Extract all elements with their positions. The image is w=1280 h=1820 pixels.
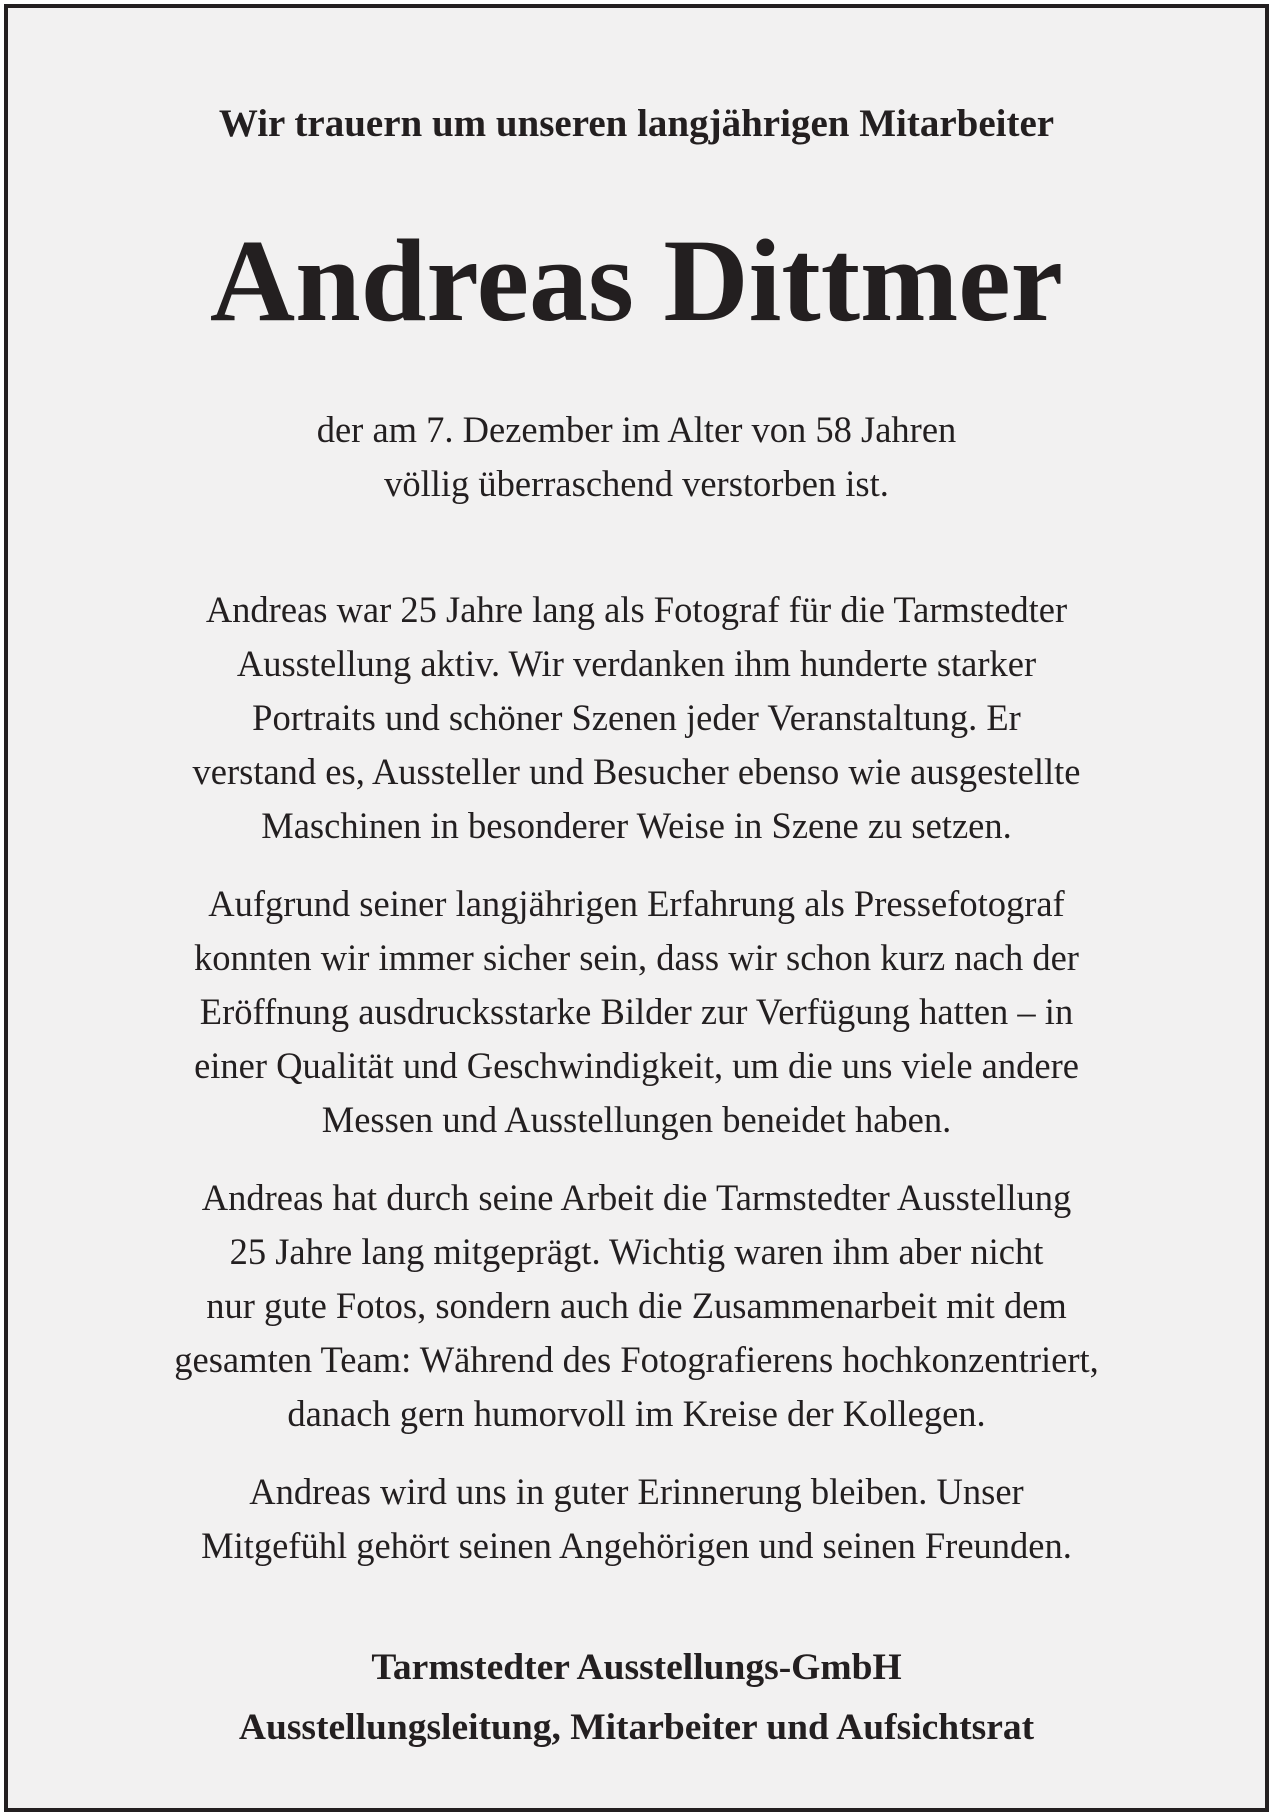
notice-intro: Wir trauern um unseren langjährigen Mitarbeiter bbox=[218, 102, 1055, 145]
paragraph-line: Aufgrund seiner langjährigen Erfahrung als Pressefotograf bbox=[208, 883, 1065, 924]
obituary-notice bbox=[4, 4, 1269, 1812]
paragraph-experience bbox=[8, 877, 1265, 1147]
death-info-line: völlig überraschend verstorben ist. bbox=[384, 463, 889, 504]
paragraph-line: nur gute Fotos, sondern auch die Zusammenarbeit mit dem bbox=[206, 1285, 1067, 1326]
paragraph-line: Ausstellung aktiv. Wir verdanken ihm hunderte starker bbox=[236, 643, 1037, 684]
paragraph-line: Portraits und schöner Szenen jeder Veranstaltung. Er bbox=[252, 697, 1021, 738]
deceased-name: Andreas Dittmer bbox=[209, 215, 1064, 346]
paragraph-line: gesamten Team: Während des Fotografierens hochkonzentriert, bbox=[174, 1339, 1099, 1380]
paragraph-line: Andreas hat durch seine Arbeit die Tarmstedter Ausstellung bbox=[201, 1177, 1072, 1218]
signature-block bbox=[8, 1638, 1265, 1758]
signature-company: Tarmstedter Ausstellungs-GmbH bbox=[371, 1647, 902, 1688]
signature-signatories: Ausstellungsleitung, Mitarbeiter und Aufsichtsrat bbox=[238, 1707, 1035, 1748]
paragraph-remembrance bbox=[8, 1465, 1265, 1573]
paragraph-line: Eröffnung ausdrucksstarke Bilder zur Verfügung hatten – in bbox=[199, 991, 1074, 1032]
paragraph-line: Mitgefühl gehört seinen Angehörigen und seinen Freunden. bbox=[201, 1525, 1072, 1566]
paragraph-line: Maschinen in besonderer Weise in Szene zu setzen. bbox=[261, 805, 1012, 846]
paragraph-teamwork bbox=[8, 1171, 1265, 1441]
death-info-line: der am 7. Dezember im Alter von 58 Jahren bbox=[316, 409, 957, 450]
paragraph-line: 25 Jahre lang mitgeprägt. Wichtig waren ihm aber nicht bbox=[229, 1231, 1044, 1272]
paragraph-line: danach gern humorvoll im Kreise der Kollegen. bbox=[287, 1393, 986, 1434]
paragraph-line: Andreas wird uns in guter Erinnerung bleiben. Unser bbox=[249, 1471, 1024, 1512]
paragraph-line: Andreas war 25 Jahre lang als Fotograf für die Tarmstedter bbox=[205, 589, 1068, 630]
paragraph-line: verstand es, Aussteller und Besucher ebenso wie ausgestellte bbox=[192, 751, 1081, 792]
paragraph-line: konnten wir immer sicher sein, dass wir schon kurz nach der bbox=[194, 937, 1079, 978]
death-info bbox=[8, 403, 1265, 511]
paragraph-career bbox=[8, 583, 1265, 853]
paragraph-line: Messen und Ausstellungen beneidet haben. bbox=[321, 1099, 952, 1140]
paragraph-line: einer Qualität und Geschwindigkeit, um die uns viele andere bbox=[194, 1045, 1079, 1086]
